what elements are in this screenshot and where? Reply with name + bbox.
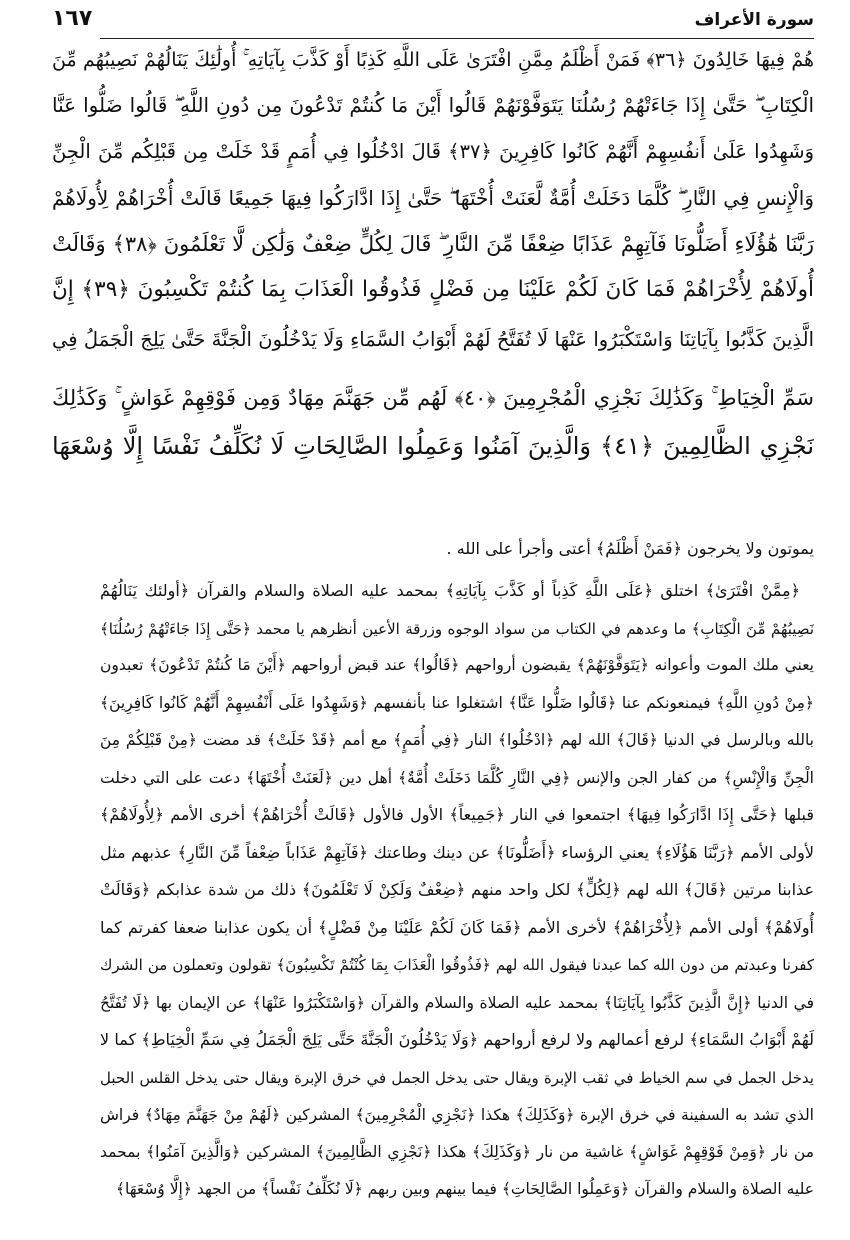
quran-line: الْكِتَابِ ۖ حَتَّىٰ إِذَا جَاءَتْهُمْ رُسُلُنَا يَتَوَفَّوْنَهُمْ قَالُوا أَيْنَ مَا كُنتُمْ تَدْعُونَ مِن دُونِ اللَّهِ ۖ قَالُوا ضَلُّوا عَنَّا	[52, 93, 814, 117]
tafsir-line: الذي تشد به السفينة في خرق الإبرة ﴿وَكَذَلِكَ﴾ هكذا ﴿نَجْزِي الْمُجْرِمِينَ﴾ المشركين ﴿لَهُمْ مِنْ جَهَنَّمَ مِهَادٌ﴾ فراش	[100, 1106, 814, 1124]
tafsir-line: ﴿مِمَّنْ افْتَرَىٰ﴾ اختلق ﴿عَلَى اللَّهِ كَذِباً أو كَذَّبَ بِآيَاتِهِ﴾ بمحمد عليه الصلاة والسلام والقرآن ﴿أولئك يَنَالُهُمْ	[100, 581, 800, 600]
tafsir-line: ﴿مِنْ دُونِ اللَّهِ﴾ فيمنعونكم عنا ﴿قَالُوا ضَلُّوا عَنَّا﴾ اشتغلوا عنا بأنفسهم ﴿وَشَهِدُوا عَلَى أَنْفُسِهِمْ أَنَّهُمْ كَانُوا كَافِرِينَ﴾	[100, 694, 814, 712]
tafsir-line: لأولى الأمم ﴿رَبَّنَا هَؤُلَاءِ﴾ يعني الرؤساء ﴿أَضَلُّونَا﴾ عن دينك وطاعتك ﴿فَآتِهِمْ عَذَاباً ضِعْفاً مِّنَ النَّارِ﴾ عذبهم مثل	[100, 843, 814, 862]
tafsir-line: من نار ﴿وَمِنْ فَوْقِهِمْ غَوَاشٍ﴾ غاشية من نار ﴿وَكَذَلِكَ﴾ هكذا ﴿نَجْزِي الظَّالِمِينَ﴾ المشركين ﴿وَالَّذِينَ آمَنُوا﴾ بمحمد	[100, 1143, 814, 1161]
tafsir-line: بالله وبالرسل في الدنيا ﴿قَالَ﴾ الله لهم ﴿ادْخُلُوا﴾ النار ﴿فِي أُمَمٍ﴾ مع أمم ﴿قَدْ خَلَتْ﴾ قد مضت ﴿مِنْ قَبْلِكُمْ مِنَ	[100, 731, 814, 749]
tafsir-line: يدخل الجمل في سم الخياط في ثقب الإبرة ويقال حتى يدخل الجمل في خرق الإبرة ويقال حتى يدخل القلس الحبل	[100, 1069, 814, 1087]
tafsir-line: قبلها ﴿حَتَّى إِذَا ادَّارَكُوا فِيهَا﴾ اجتمعوا في النار ﴿جَمِيعاً﴾ الأول فالأول ﴿قَالَتْ أُخْرَاهُمْ﴾ أخرى الأمم ﴿لِأُولَاهُمْ﴾	[100, 805, 814, 824]
tafsir-line: عذابنا مرتين ﴿قَالَ﴾ الله لهم ﴿لِكُلٍّ﴾ لكل واحد منهم ﴿ضِعْفٌ وَلَكِنْ لَا تَعْلَمُونَ﴾ ذلك من شدة عذابكم ﴿وَقَالَتْ	[100, 880, 814, 899]
quran-line: أُولَاهُمْ لِأُخْرَاهُمْ فَمَا كَانَ لَكُمْ عَلَيْنَا مِن فَضْلٍ فَذُوقُوا الْعَذَابَ بِمَا كُنتُمْ تَكْسِبُونَ ﴿٣٩﴾ إِنَّ	[52, 277, 814, 302]
quran-line: وَشَهِدُوا عَلَىٰ أَنفُسِهِمْ أَنَّهُمْ كَانُوا كَافِرِينَ ﴿٣٧﴾ قَالَ ادْخُلُوا فِي أُمَمٍ قَدْ خَلَتْ مِن قَبْلِكُم مِّنَ الْجِنِّ	[52, 140, 814, 163]
quran-line: رَبَّنَا هَٰؤُلَاءِ أَضَلُّونَا فَآتِهِمْ عَذَابًا ضِعْفًا مِّنَ النَّارِ ۖ قَالَ لِكُلٍّ ضِعْفٌ وَلَٰكِن لَّا تَعْلَمُونَ ﴿٣٨﴾ وَقَالَتْ	[52, 232, 814, 256]
tafsir-line: كفرنا وعبدتم من دون الله كما عبدنا فيقول الله لهم ﴿فَذُوقُوا الْعَذَابَ بِمَا كُنْتُمْ تَكْسِبُونَ﴾ تقولون وتعملون من الشرك	[100, 956, 814, 974]
page-number: ١٦٧	[52, 6, 93, 31]
tafsir-line: عليه الصلاة والسلام والقرآن ﴿وَعَمِلُوا الصَّالِحَاتِ﴾ فيما بينهم وبين ربهم ﴿لَا نُكَلِّفُ نَفْساً﴾ من الجهد ﴿إِلَّا وُسْعَهَا﴾	[115, 1180, 814, 1198]
quran-line: سَمِّ الْخِيَاطِ ۚ وَكَذَٰلِكَ نَجْزِي الْمُجْرِمِينَ ﴿٤٠﴾ لَهُم مِّن جَهَنَّمَ مِهَادٌ وَمِن فَوْقِهِمْ غَوَاشٍ ۚ وَكَذَٰلِكَ	[52, 386, 814, 410]
surah-title: سورة الأعراف	[694, 10, 814, 30]
quran-line: الَّذِينَ كَذَّبُوا بِآيَاتِنَا وَاسْتَكْبَرُوا عَنْهَا لَا تُفَتَّحُ لَهُمْ أَبْوَابُ السَّمَاءِ وَلَا يَدْخُلُونَ الْجَنَّةَ حَتَّىٰ يَلِجَ الْجَمَلُ فِي	[52, 328, 814, 351]
tafsir-line: الْجِنِّ وَالْإِنْسِ﴾ من كفار الجن والإنس ﴿فِي النَّارِ كُلَّمَا دَخَلَتْ أُمَّةٌ﴾ أهل دين ﴿لَعَنَتْ أُخْتَهَا﴾ دعت على التي دخلت	[100, 769, 814, 787]
quran-line: وَالْإِنسِ فِي النَّارِ ۖ كُلَّمَا دَخَلَتْ أُمَّةٌ لَّعَنَتْ أُخْتَهَا ۖ حَتَّىٰ إِذَا ادَّارَكُوا فِيهَا جَمِيعًا قَالَتْ أُخْرَاهُمْ لِأُولَاهُمْ	[52, 186, 814, 210]
tafsir-line: نَصِيبُهُمْ مِّنَ الْكِتَابِ﴾ ما وعدهم في الكتاب من سواد الوجوه وزرقة الأعين أنظرهم يا محمد ﴿حَتَّى إِذَا جَاءَتْهُمْ رُسُلُنَا﴾	[100, 620, 814, 638]
tafsir-line: لَهُمْ أَبْوَابُ السَّمَاءِ﴾ لرفع أعمالهم ولا لرفع أرواحهم ﴿وَلَا يَدْخُلُونَ الْجَنَّةَ حَتَّى يَلِجَ الْجَمَلُ فِي سَمِّ الْخِيَاطِ﴾ كما لا	[100, 1030, 814, 1049]
quran-line: نَجْزِي الظَّالِمِينَ ﴿٤١﴾ وَالَّذِينَ آمَنُوا وَعَمِلُوا الصَّالِحَاتِ لَا نُكَلِّفُ نَفْسًا إِلَّا وُسْعَهَا	[52, 432, 814, 460]
tafsir-line: يعني ملك الموت وأعوانه ﴿يَتَوَفَّوْنَهُمْ﴾ يقبضون أرواحهم ﴿قَالُوا﴾ عند قبض أرواحهم ﴿أَيْنَ مَا كُنتُمْ تَدْعُونَ﴾ تعبدون	[100, 656, 814, 674]
tafsir-line: أُولَاهُمْ﴾ أولى الأمم ﴿لِأُخْرَاهُمْ﴾ لأخرى الأمم ﴿فَمَا كَانَ لَكُمْ عَلَيْنَا مِنْ فَضْلٍ﴾ أن يكون عذابنا ضعفا كفرتم كما	[100, 918, 814, 937]
quran-line: هُمْ فِيهَا خَالِدُونَ ﴿٣٦﴾ فَمَنْ أَظْلَمُ مِمَّنِ افْتَرَىٰ عَلَى اللَّهِ كَذِبًا أَوْ كَذَّبَ بِآيَاتِهِ ۚ أُولَٰئِكَ يَنَالُهُمْ نَصِيبُهُم مِّنَ	[52, 49, 814, 71]
tafsir-line: يموتون ولا يخرجون ﴿فَمَنْ أَظْلَمُ﴾ أعتى وأجرأ على الله .	[446, 539, 814, 558]
tafsir-line: في الدنيا ﴿إِنَّ الَّذِينَ كَذَّبُوا بِآيَاتِنَا﴾ بمحمد عليه الصلاة والسلام والقرآن ﴿وَاسْتَكْبَرُوا عَنْهَا﴾ عن الإيمان بها ﴿لَا تُفَتَّحُ	[100, 994, 814, 1012]
